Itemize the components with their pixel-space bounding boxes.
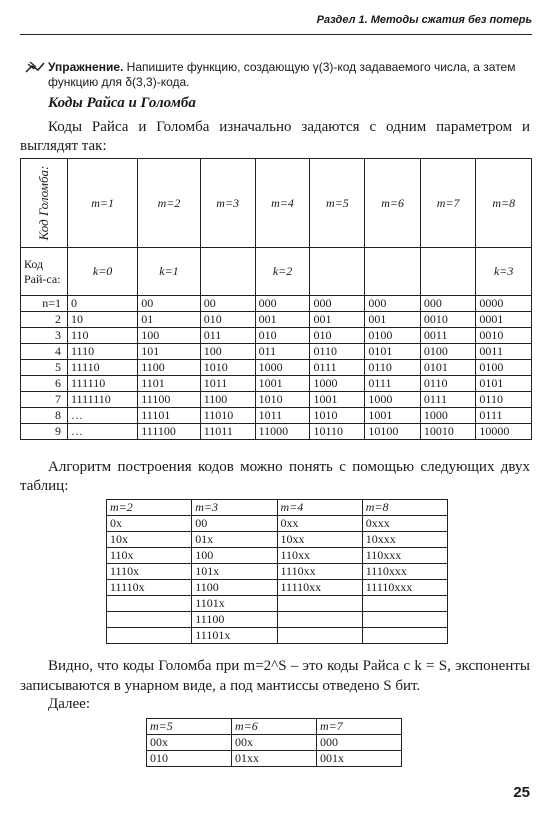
table-header-row (107, 500, 448, 516)
rice-header-row (21, 248, 532, 296)
table-row (21, 392, 532, 408)
table-cell: … (68, 408, 138, 424)
table-cell: 10110 (310, 424, 365, 440)
construction-table-1 (106, 499, 448, 644)
table-cell: 11110 (68, 360, 138, 376)
table-row (21, 360, 532, 376)
table-cell: 110xx (277, 548, 362, 564)
m-header: m=6 (365, 159, 421, 248)
paragraph-observation (20, 656, 530, 696)
table-row (107, 628, 448, 644)
table-cell: 0000 (476, 296, 532, 312)
k-cell (310, 248, 365, 296)
table-cell: 111110 (68, 376, 138, 392)
exercise-label: Упражнение. (48, 60, 124, 74)
construction-rows (107, 516, 448, 644)
table-cell: 8 (21, 408, 68, 424)
table-cell: 011 (255, 344, 310, 360)
table-cell: 001 (365, 312, 421, 328)
table-cell: 1110 (68, 344, 138, 360)
table-cell: 3 (21, 328, 68, 344)
table-cell: 6 (21, 376, 68, 392)
table-cell: 1100 (192, 580, 277, 596)
table-cell: 010 (147, 751, 232, 767)
table-row (21, 424, 532, 440)
table-cell: 1000 (365, 392, 421, 408)
m-header: m=3 (192, 500, 277, 516)
table-cell: 10 (68, 312, 138, 328)
table-cell: 00 (138, 296, 201, 312)
m-header: m=1 (68, 159, 138, 248)
table-cell: 1001 (310, 392, 365, 408)
table-row (147, 751, 402, 767)
k-cell: k=1 (138, 248, 201, 296)
k-cell: k=0 (68, 248, 138, 296)
table-cell: 1001 (255, 376, 310, 392)
table-cell: 00 (200, 296, 255, 312)
k-cell (365, 248, 421, 296)
paragraph-further: Далее: (48, 696, 90, 712)
exercise-block (48, 60, 528, 90)
table-cell: 0111 (310, 360, 365, 376)
table-row (107, 532, 448, 548)
table-cell: 101 (138, 344, 201, 360)
table-cell: 1011 (200, 376, 255, 392)
table-cell: 000 (317, 735, 402, 751)
table-cell: 1110xxx (362, 564, 447, 580)
table-cell: 11110xx (277, 580, 362, 596)
running-header: Раздел 1. Методы сжатия без потерь (20, 14, 532, 35)
table-cell: 0110 (310, 344, 365, 360)
table-row (107, 564, 448, 580)
table-cell (277, 612, 362, 628)
m-header: m=2 (107, 500, 192, 516)
m-header: m=8 (476, 159, 532, 248)
section-title: Коды Райса и Голомба (48, 95, 196, 111)
m-header: m=7 (317, 719, 402, 735)
table-cell: 001x (317, 751, 402, 767)
table-cell: 1001 (365, 408, 421, 424)
table-cell: 0x (107, 516, 192, 532)
table-cell: 111100 (138, 424, 201, 440)
table-cell: 0100 (476, 360, 532, 376)
page-number: 25 (513, 784, 530, 801)
table-cell (362, 612, 447, 628)
table-cell (107, 612, 192, 628)
table-cell: 1000 (255, 360, 310, 376)
table-row (107, 580, 448, 596)
k-cell: k=3 (476, 248, 532, 296)
table-cell: 11100 (192, 612, 277, 628)
k-cell (200, 248, 255, 296)
table-cell: 0xxx (362, 516, 447, 532)
paragraph-intro: Коды Райса и Голомба изначально задаются с одним параметром и выглядят так: (20, 119, 530, 154)
table-cell: 101x (192, 564, 277, 580)
rice-label: Код Рай-са: (21, 248, 68, 296)
table-cell: 000 (255, 296, 310, 312)
golomb-corner-cell (21, 159, 68, 248)
m-header: m=3 (200, 159, 255, 248)
table-cell: 11101x (192, 628, 277, 644)
table-cell: 2 (21, 312, 68, 328)
table-cell: 0101 (420, 360, 476, 376)
table-cell: 1000 (310, 376, 365, 392)
exercise-text: Напишите функцию, создающую γ(3)-код задаваемого числа, а затем функцию для δ(3,3)-кода. (48, 60, 516, 89)
table-cell: 1100 (138, 360, 201, 376)
table-cell (277, 628, 362, 644)
table-cell: 0101 (365, 344, 421, 360)
table-row (107, 548, 448, 564)
table-row (21, 328, 532, 344)
table-cell: 10xxx (362, 532, 447, 548)
construction-rows-2 (147, 735, 402, 767)
table-cell: n=1 (21, 296, 68, 312)
table-cell: 00x (232, 735, 317, 751)
table-cell: 010 (255, 328, 310, 344)
table-cell (107, 628, 192, 644)
table-row (107, 516, 448, 532)
golomb-label: Код Голомба: (36, 165, 51, 241)
table-cell: … (68, 424, 138, 440)
table-cell: 00 (192, 516, 277, 532)
table-header-row (147, 719, 402, 735)
m-header: m=7 (420, 159, 476, 248)
table-cell: 1000 (420, 408, 476, 424)
table-cell: 010 (200, 312, 255, 328)
table-cell: 1110xx (277, 564, 362, 580)
table-cell: 0111 (420, 392, 476, 408)
table-row (21, 296, 532, 312)
table-row (107, 612, 448, 628)
table-cell: 1101 (138, 376, 201, 392)
table-cell: 01x (192, 532, 277, 548)
table-cell: 10xx (277, 532, 362, 548)
table-cell: 110x (107, 548, 192, 564)
table-row (107, 596, 448, 612)
table-cell: 1101x (192, 596, 277, 612)
table-cell: 1010 (200, 360, 255, 376)
table-cell: 0111 (365, 376, 421, 392)
m-header: m=5 (310, 159, 365, 248)
table-cell: 11010 (200, 408, 255, 424)
table-cell: 11110x (107, 580, 192, 596)
table-cell: 011 (200, 328, 255, 344)
table-cell: 0011 (420, 328, 476, 344)
table-cell: 00x (147, 735, 232, 751)
table-row (21, 376, 532, 392)
table-cell: 0110 (420, 376, 476, 392)
table-cell: 1011 (255, 408, 310, 424)
table-cell (362, 628, 447, 644)
observation-text: Видно, что коды Голомба при m=2^S – это коды Райса с k = S, экспоненты записываются в унарном виде, а под мантиссы отведено S бит. (20, 658, 530, 694)
m-header: m=5 (147, 719, 232, 735)
construction-table-2 (146, 718, 402, 767)
table-cell: 01 (138, 312, 201, 328)
table-cell: 110xxx (362, 548, 447, 564)
table-cell: 0001 (476, 312, 532, 328)
table-cell: 0110 (476, 392, 532, 408)
table-cell: 0011 (476, 344, 532, 360)
table-cell: 001 (255, 312, 310, 328)
table-cell: 0 (68, 296, 138, 312)
table-cell: 0100 (365, 328, 421, 344)
table-cell: 5 (21, 360, 68, 376)
table-cell: 001 (310, 312, 365, 328)
table-cell: 1010 (255, 392, 310, 408)
table-cell: 01xx (232, 751, 317, 767)
table-cell: 1110x (107, 564, 192, 580)
table-cell: 000 (365, 296, 421, 312)
m-header: m=4 (277, 500, 362, 516)
table-cell: 0111 (476, 408, 532, 424)
paragraph-algorithm: Алгоритм построения кодов можно понять с помощью следующих двух таблиц: (20, 459, 530, 494)
m-header: m=2 (138, 159, 201, 248)
table-cell: 0110 (365, 360, 421, 376)
table-cell: 0010 (476, 328, 532, 344)
table-cell: 11011 (200, 424, 255, 440)
table-cell: 100 (138, 328, 201, 344)
table-cell: 0010 (420, 312, 476, 328)
table-cell: 10000 (476, 424, 532, 440)
table-cell: 11110xxx (362, 580, 447, 596)
table-row (21, 408, 532, 424)
table-cell: 000 (310, 296, 365, 312)
k-cell: k=2 (255, 248, 310, 296)
table-cell: 110 (68, 328, 138, 344)
table-cell: 0xx (277, 516, 362, 532)
m-header: m=8 (362, 500, 447, 516)
m-header: m=4 (255, 159, 310, 248)
table-cell: 1010 (310, 408, 365, 424)
table-cell: 7 (21, 392, 68, 408)
table-cell (362, 596, 447, 612)
table-cell: 10x (107, 532, 192, 548)
table-cell: 11100 (138, 392, 201, 408)
table-cell: 10010 (420, 424, 476, 440)
table-cell (277, 596, 362, 612)
golomb-header-row (21, 159, 532, 248)
table-cell: 4 (21, 344, 68, 360)
rice-golomb-table (20, 158, 532, 440)
table-row (147, 735, 402, 751)
table-cell: 1100 (200, 392, 255, 408)
table-cell: 9 (21, 424, 68, 440)
table-cell: 000 (420, 296, 476, 312)
table-cell: 100 (192, 548, 277, 564)
table-cell: 010 (310, 328, 365, 344)
table-row (21, 344, 532, 360)
table-cell: 0100 (420, 344, 476, 360)
table-row (21, 312, 532, 328)
table-cell: 1111110 (68, 392, 138, 408)
k-cell (420, 248, 476, 296)
m-header: m=6 (232, 719, 317, 735)
table-cell: 10100 (365, 424, 421, 440)
table-cell: 100 (200, 344, 255, 360)
pencil-icon (24, 60, 46, 74)
code-rows (21, 296, 532, 440)
table-cell: 11101 (138, 408, 201, 424)
table-cell (107, 596, 192, 612)
table-cell: 11000 (255, 424, 310, 440)
table-cell: 0101 (476, 376, 532, 392)
